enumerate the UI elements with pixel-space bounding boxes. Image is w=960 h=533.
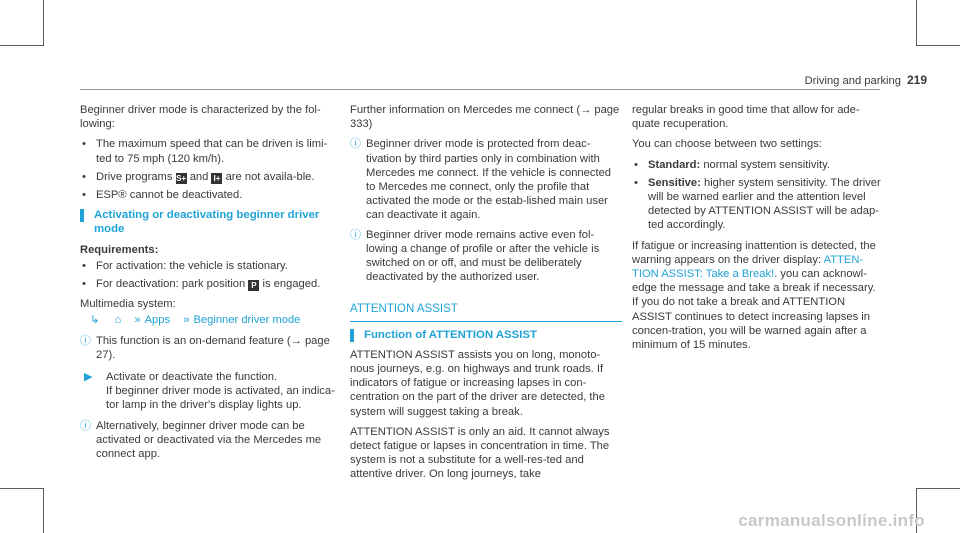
bullet-icon: • [82, 170, 86, 183]
display-message: ATTEN-TION ASSIST: Take a Break! [632, 253, 864, 281]
requirement-item: • For deactivation: park position P is engaged. [82, 278, 321, 291]
setting-item: • Sensitive: higher system sensitivity. The driver will be warned earlier and the attention level detected by ATTENTION ASSIST will be adap-ted accordingly. [634, 176, 881, 232]
bullet-icon: • [82, 259, 86, 272]
bullet-item: • ESP® cannot be deactivated. [82, 189, 243, 202]
crop-mark [43, 488, 44, 533]
home-icon: ⌂ [114, 314, 122, 327]
crop-mark [916, 488, 960, 489]
page-header [805, 73, 927, 88]
bullet-item: • Drive programs S+ and I+ are not availa-ble. [82, 170, 315, 183]
requirements-label: Requirements: [80, 243, 159, 256]
paragraph: If fatigue or increasing inattention is detected, the warning appears on the driver display: ATTEN-TION ASSIST: Take a Break!. you can acknowl-edge the message and take a break if necessary. If you do not take a break and ATTENTION ASSIST continues to detect increasing lapses in concen-tration, you will be warned again after a minimum of 15 minutes. [632, 239, 876, 352]
info-note: ⓘ Beginner driver mode remains active even fol-lowing a change of profile or after the vehicle is switched on or off, and must be deliberately deactivated by the authorized user. [350, 228, 600, 284]
further-info: Further information on Mercedes me connect (→ page 333) [350, 104, 620, 131]
crop-mark [916, 45, 960, 46]
info-note: ⓘ This function is an on-demand feature (→ page 27). [80, 334, 330, 361]
crop-mark [43, 0, 44, 46]
heading-bar [350, 329, 354, 342]
paragraph: regular breaks in good time that allow for ade-quate recuperation. [632, 104, 860, 131]
subsection-heading: Function of ATTENTION ASSIST [350, 328, 622, 342]
crop-mark [0, 488, 44, 489]
chevron-icon: » [134, 314, 141, 327]
crop-mark [0, 45, 44, 46]
requirement-item: • For activation: the vehicle is stationary. [82, 259, 288, 272]
bullet-icon: • [82, 278, 86, 291]
header-section: Driving and parking [804, 75, 901, 87]
column-3 [632, 103, 882, 358]
paragraph: ATTENTION ASSIST is only an aid. It cannot always detect fatigue or lapses in concentration in time. The system is not a substitute for a well-res-ted and attentive driver. On long journeys, take [350, 425, 610, 481]
setting-item: • Standard: normal system sensitivity. [634, 158, 830, 171]
info-note: ⓘ Beginner driver mode is protected from deac-tivation by third parties only in combination with Mercedes me connect. If the vehicle is connected to Mercedes me connect, only the profile that activated the mode or the estab-lished main user can deactivate it again. [350, 138, 612, 222]
heading-bar [80, 209, 84, 222]
drive-program-s-icon: S+ [176, 173, 187, 183]
step-arrow-icon: ▶ [84, 371, 93, 384]
intro-text: Beginner driver mode is characterized by the fol-lowing: [80, 104, 321, 131]
bullet-icon: • [82, 138, 86, 151]
column-1 [80, 103, 340, 466]
bullet-icon: • [634, 176, 638, 189]
info-icon: ⓘ [80, 419, 91, 432]
paragraph: ATTENTION ASSIST assists you on long, monoto-nous journeys, e.g. on highways and trunk roads. If indicators of fatigue or increasing lapses in con-centration on the part of the driver are detected, the system will suggest taking a break. [350, 348, 605, 418]
watermark: carmanualsonline.info [738, 510, 925, 530]
path-apps: Apps [144, 314, 171, 327]
path-beginner-mode: Beginner driver mode [193, 314, 301, 327]
chevron-icon: » [183, 314, 190, 327]
menu-path [80, 313, 340, 327]
header-divider [80, 89, 880, 90]
bullet-icon: • [634, 158, 638, 171]
info-icon: ⓘ [350, 138, 361, 151]
action-step: ▶ Activate or deactivate the function. If beginner driver mode is activated, an indica-tor lamp in the driver's display lights up. [80, 370, 340, 413]
column-2 [350, 103, 622, 488]
bullet-icon: • [82, 189, 86, 202]
bullet-item: • The maximum speed that can be driven is limi-ted to 75 mph (120 km/h). [82, 138, 328, 165]
info-icon: ⓘ [350, 228, 361, 241]
paragraph: You can choose between two settings: [632, 138, 822, 151]
drive-program-i-icon: I+ [211, 173, 222, 184]
multimedia-label: Multimedia system: [80, 298, 176, 311]
page-number: 219 [906, 73, 927, 87]
path-arrow-icon: ↳ [90, 314, 100, 327]
park-position-icon: P [248, 280, 259, 291]
section-title: ATTENTION ASSIST [350, 302, 622, 321]
crop-mark [916, 0, 917, 46]
subsection-heading: Activating or deactivating beginner driver mode [80, 208, 340, 236]
info-note: ⓘ Alternatively, beginner driver mode can be activated or deactivated via the Mercedes me connect app. [80, 419, 322, 461]
info-icon: ⓘ [80, 334, 91, 347]
